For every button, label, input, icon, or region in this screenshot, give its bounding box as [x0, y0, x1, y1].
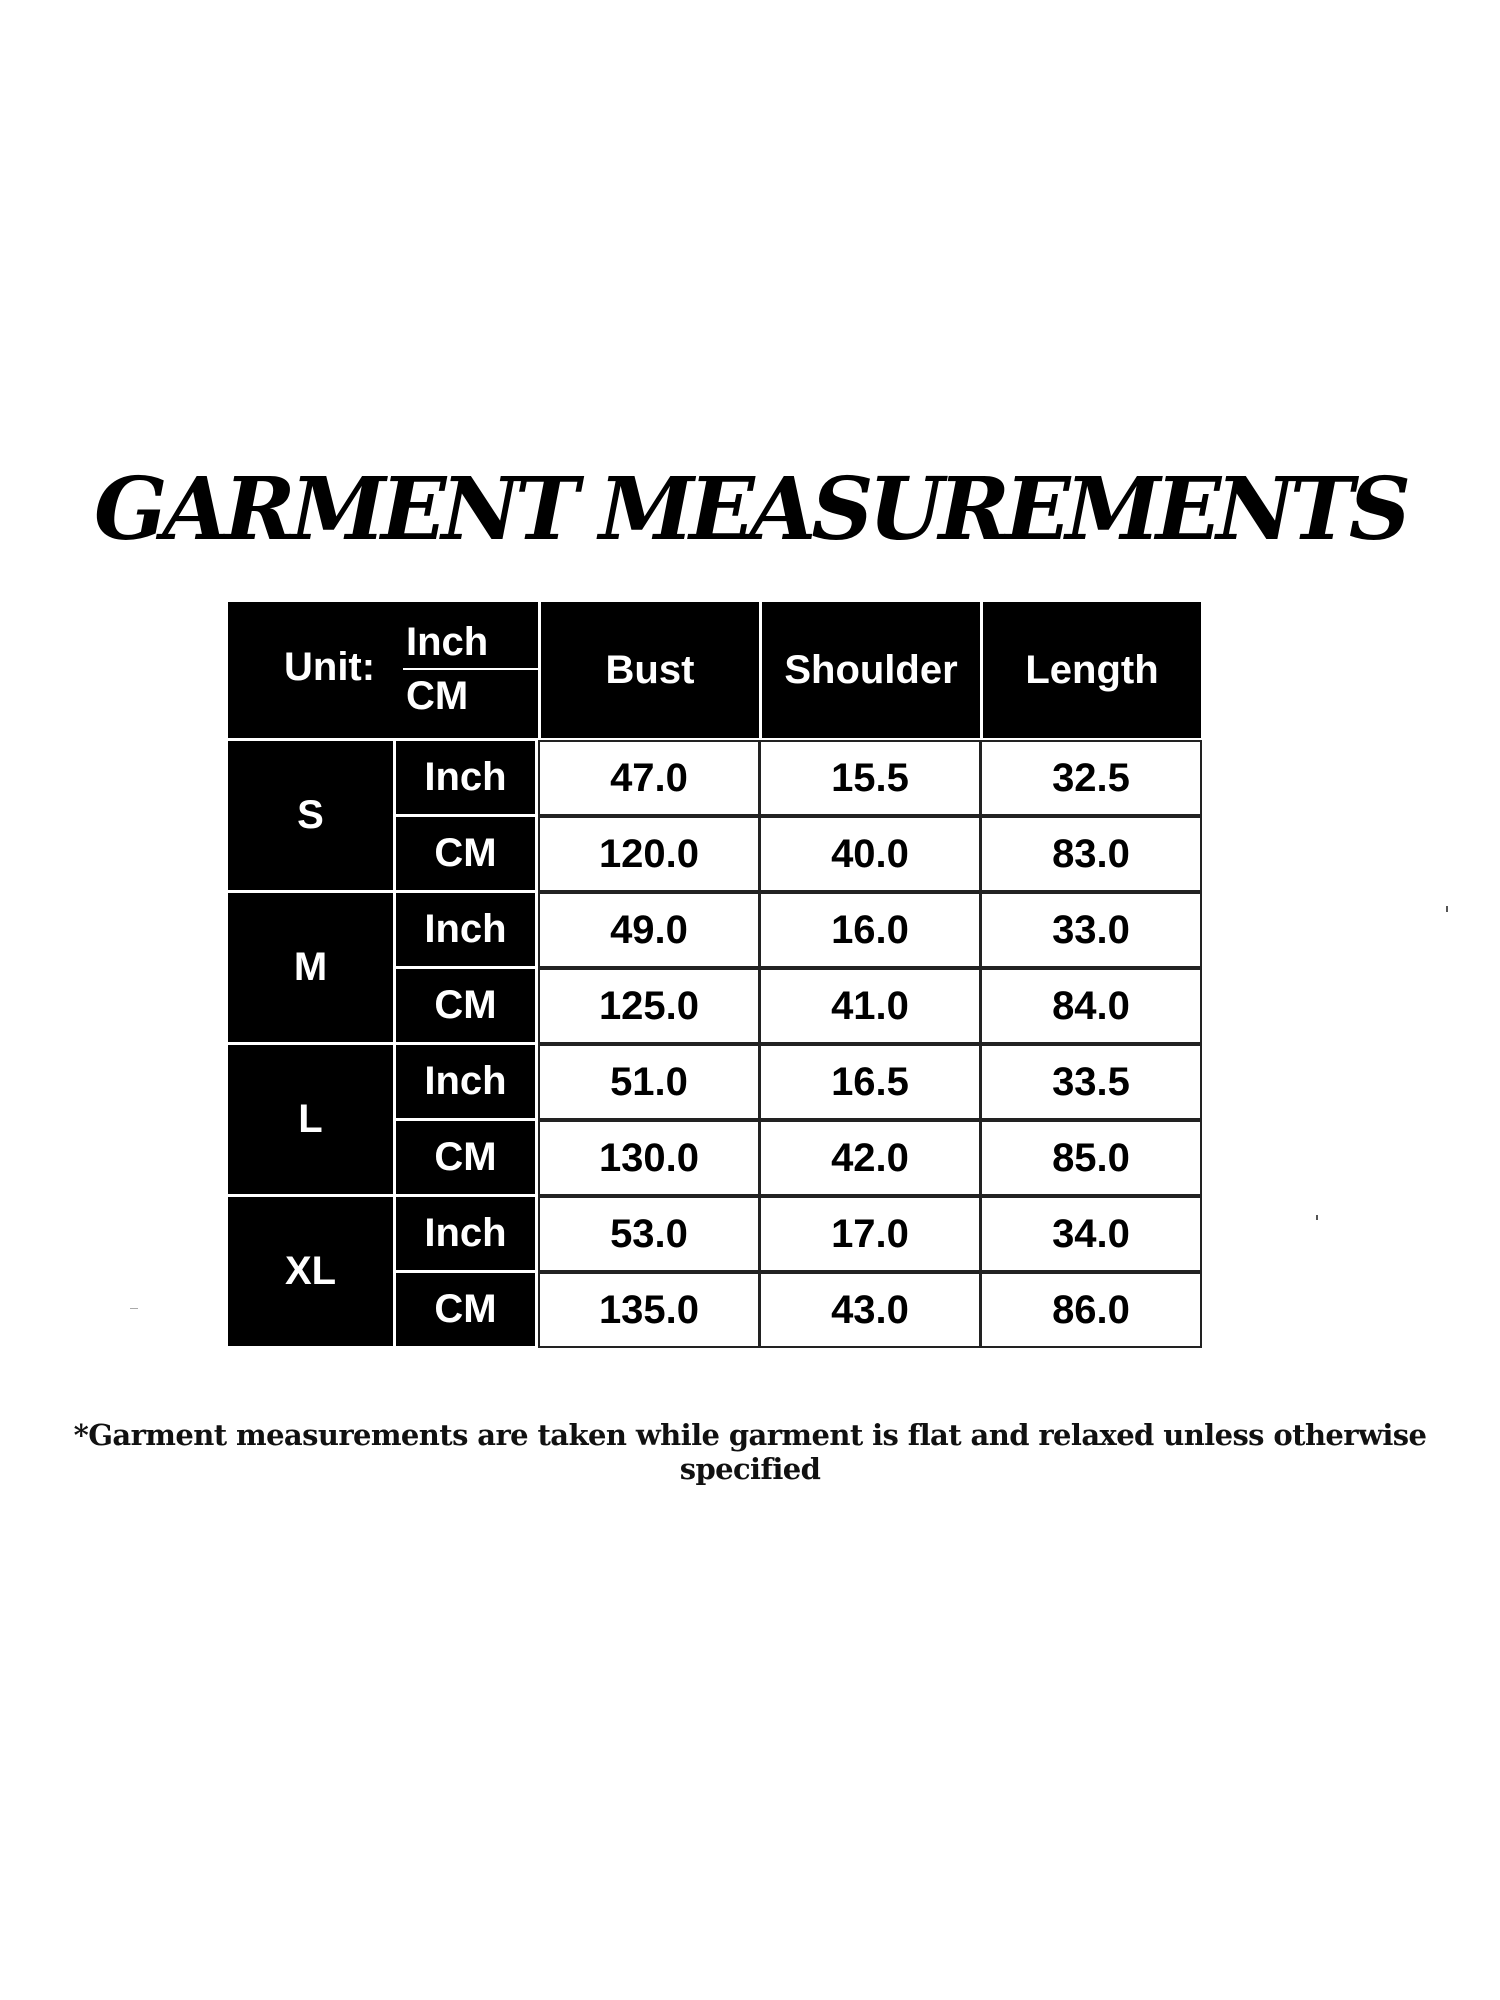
row-unit-cell: CM — [396, 969, 535, 1042]
measurement-cell: 40.0 — [759, 816, 981, 892]
row-unit-cell: Inch — [396, 893, 535, 966]
measurement-cell: 49.0 — [538, 892, 760, 968]
speck — [130, 1308, 138, 1309]
unit-bottom-label: CM — [406, 674, 469, 718]
measurement-cell: 16.5 — [759, 1044, 981, 1120]
column-header-length: Length — [983, 602, 1201, 738]
measurement-cell: 125.0 — [538, 968, 760, 1044]
measurement-cell: 83.0 — [980, 816, 1202, 892]
unit-divider — [403, 668, 538, 670]
row-unit-cell: Inch — [396, 1197, 535, 1270]
speck — [1446, 906, 1448, 912]
measurement-cell: 34.0 — [980, 1196, 1202, 1272]
row-unit-cell: Inch — [396, 1045, 535, 1118]
unit-top-label: Inch — [406, 620, 489, 664]
column-header-shoulder: Shoulder — [762, 602, 980, 738]
measurement-cell: 85.0 — [980, 1120, 1202, 1196]
row-unit-cell: CM — [396, 1273, 535, 1346]
size-label-cell: L — [228, 1045, 393, 1194]
measurement-cell: 51.0 — [538, 1044, 760, 1120]
unit-label: Unit: — [284, 645, 376, 689]
measurement-cell: 86.0 — [980, 1272, 1202, 1348]
measurement-cell: 33.5 — [980, 1044, 1202, 1120]
unit-header-cell — [228, 602, 538, 738]
measurement-cell: 135.0 — [538, 1272, 760, 1348]
footnote: *Garment measurements are taken while garment is flat and relaxed unless otherwise specified — [73, 1418, 1427, 1486]
size-label-cell: M — [228, 893, 393, 1042]
row-unit-cell: CM — [396, 817, 535, 890]
measurement-cell: 32.5 — [980, 740, 1202, 816]
measurement-cell: 17.0 — [759, 1196, 981, 1272]
measurement-cell: 43.0 — [759, 1272, 981, 1348]
measurement-cell: 33.0 — [980, 892, 1202, 968]
measurement-cell: 41.0 — [759, 968, 981, 1044]
measurement-cell: 84.0 — [980, 968, 1202, 1044]
measurement-cell: 15.5 — [759, 740, 981, 816]
column-header-bust: Bust — [541, 602, 759, 738]
measurement-cell: 130.0 — [538, 1120, 760, 1196]
size-label-cell: XL — [228, 1197, 393, 1346]
row-unit-cell: CM — [396, 1121, 535, 1194]
measurement-cell: 47.0 — [538, 740, 760, 816]
measurement-cell: 53.0 — [538, 1196, 760, 1272]
measurement-cell: 42.0 — [759, 1120, 981, 1196]
page-title: GARMENT MEASUREMENTS — [94, 459, 1406, 560]
measurement-cell: 120.0 — [538, 816, 760, 892]
row-unit-cell: Inch — [396, 741, 535, 814]
measurement-cell: 16.0 — [759, 892, 981, 968]
speck — [1316, 1215, 1318, 1220]
size-chart-table — [228, 602, 1201, 1343]
size-label-cell: S — [228, 741, 393, 890]
